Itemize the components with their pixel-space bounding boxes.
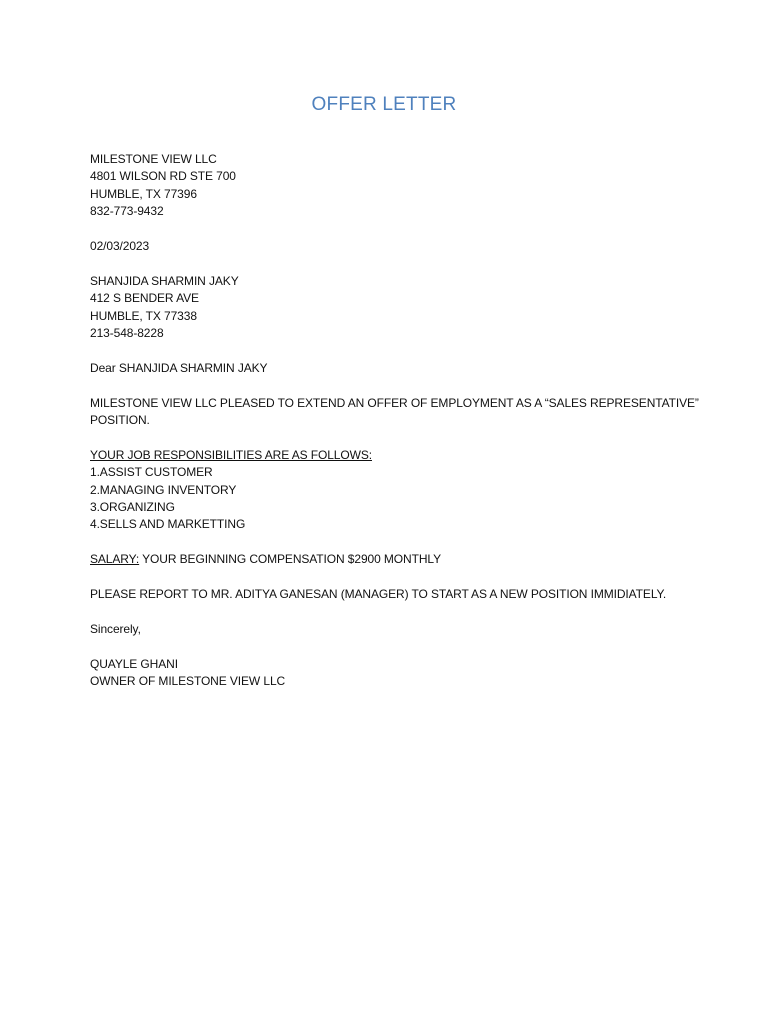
spacer — [90, 638, 690, 655]
document-title: OFFER LETTER — [311, 94, 457, 115]
letter-date: 02/03/2023 — [90, 239, 150, 254]
recipient-phone: 213-548-8228 — [90, 326, 164, 341]
recipient-street: 412 S BENDER AVE — [90, 291, 199, 306]
letter-body — [90, 151, 699, 690]
responsibility-item: 2.MANAGING INVENTORY — [90, 482, 237, 497]
report-instruction: PLEASE REPORT TO MR. ADITYA GANESAN (MANAGER) TO START AS A NEW POSITION IMMIDIATELY. — [90, 587, 667, 602]
spacer — [90, 377, 690, 394]
spacer — [90, 603, 690, 620]
recipient-name: SHANJIDA SHARMIN JAKY — [90, 273, 239, 288]
signature-block — [90, 656, 690, 691]
closing: Sincerely, — [90, 621, 141, 636]
spacer — [90, 429, 690, 446]
offer-line-1: MILESTONE VIEW LLC PLEASED TO EXTEND AN OFFER OF EMPLOYMENT AS A “SALES REPRESENTATIVE” — [90, 395, 699, 410]
spacer — [90, 569, 690, 586]
offer-line-2: POSITION. — [90, 413, 150, 428]
spacer — [90, 255, 690, 272]
salutation: Dear SHANJIDA SHARMIN JAKY — [90, 360, 268, 375]
responsibilities-section — [90, 447, 690, 534]
recipient-city-state-zip: HUMBLE, TX 77338 — [90, 308, 197, 323]
sender-phone: 832-773-9432 — [90, 204, 164, 219]
spacer — [90, 342, 690, 359]
responsibility-item: 4.SELLS AND MARKETTING — [90, 517, 246, 532]
responsibilities-heading: YOUR JOB RESPONSIBILITIES ARE AS FOLLOWS: — [90, 447, 372, 462]
responsibility-item: 1.ASSIST CUSTOMER — [90, 465, 213, 480]
sender-company: MILESTONE VIEW LLC — [90, 152, 217, 166]
recipient-address-block — [90, 273, 690, 343]
spacer — [90, 221, 690, 238]
sender-address-block — [90, 151, 690, 221]
responsibility-item: 3.ORGANIZING — [90, 500, 175, 515]
spacer — [90, 534, 690, 551]
sender-city-state-zip: HUMBLE, TX 77396 — [90, 186, 197, 201]
signatory-name: QUAYLE GHANI — [90, 656, 178, 671]
signatory-title: OWNER OF MILESTONE VIEW LLC — [90, 674, 286, 689]
salary-text: YOUR BEGINNING COMPENSATION $2900 MONTHLY — [139, 552, 441, 567]
sender-street: 4801 WILSON RD STE 700 — [90, 169, 236, 184]
salary-line — [90, 551, 690, 568]
offer-paragraph — [90, 395, 699, 430]
salary-label: SALARY: — [90, 552, 140, 567]
